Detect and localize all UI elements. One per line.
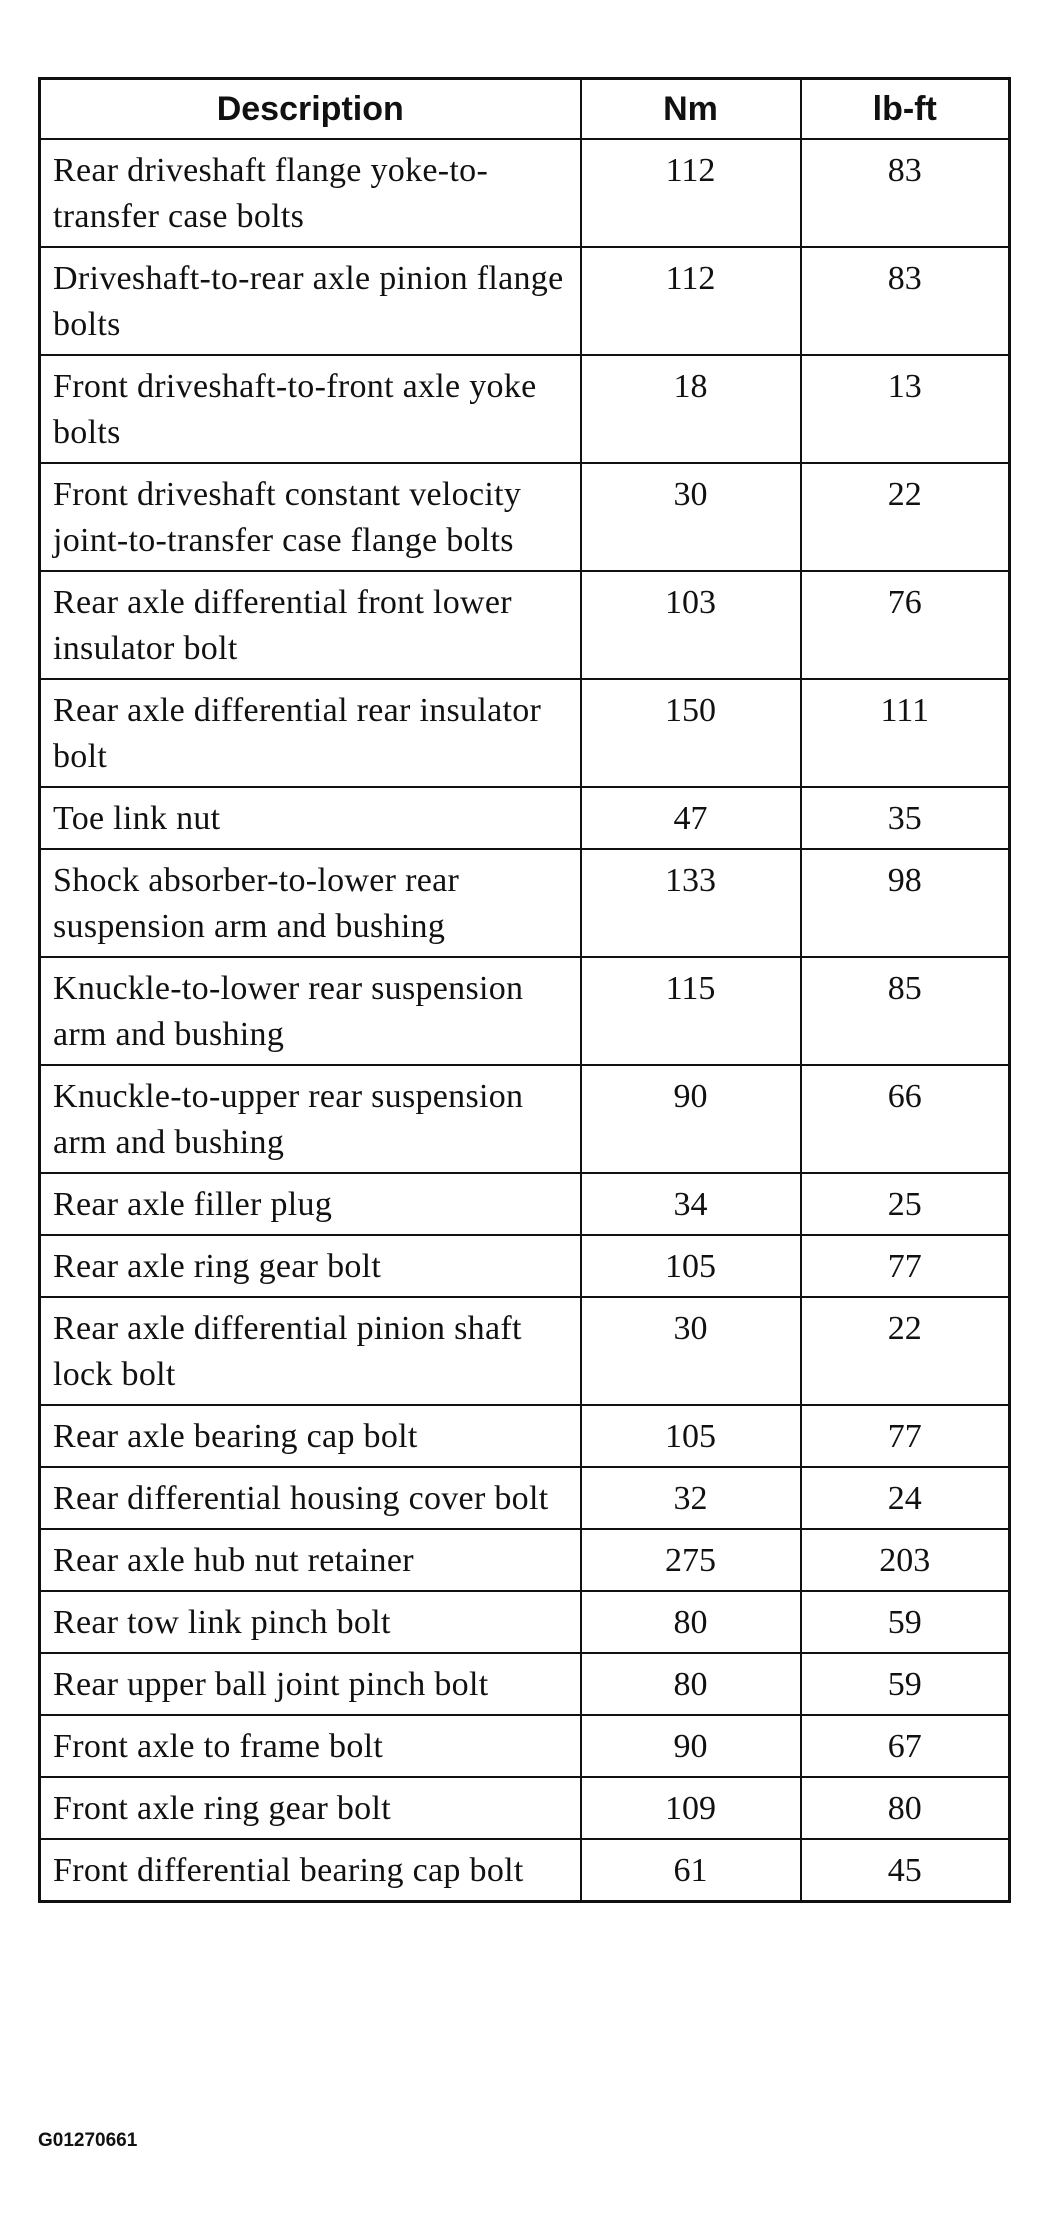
row-lbft-value: 76 — [801, 571, 1010, 679]
row-lbft-value: 59 — [801, 1591, 1010, 1653]
table-row — [40, 571, 1010, 679]
row-nm-value: 275 — [581, 1529, 801, 1591]
row-nm-value: 112 — [581, 247, 801, 355]
row-nm-value: 105 — [581, 1405, 801, 1467]
table-row — [40, 1839, 1010, 1902]
row-lbft-value: 13 — [801, 355, 1010, 463]
row-description: Knuckle-to-lower rear suspension arm and bushing — [40, 957, 581, 1065]
row-nm-value: 112 — [581, 139, 801, 247]
row-description: Rear driveshaft flange yoke-to-transfer case bolts — [40, 139, 581, 247]
row-nm-value: 133 — [581, 849, 801, 957]
row-nm-value: 150 — [581, 679, 801, 787]
row-description: Rear axle differential pinion shaft lock bolt — [40, 1297, 581, 1405]
row-description: Toe link nut — [40, 787, 581, 849]
row-lbft-value: 35 — [801, 787, 1010, 849]
row-nm-value: 80 — [581, 1591, 801, 1653]
table-row — [40, 1529, 1010, 1591]
figure-id: G01270661 — [38, 2130, 138, 2151]
row-lbft-value: 25 — [801, 1173, 1010, 1235]
table-row — [40, 679, 1010, 787]
row-description: Rear axle differential rear insulator bolt — [40, 679, 581, 787]
row-nm-value: 80 — [581, 1653, 801, 1715]
row-lbft-value: 59 — [801, 1653, 1010, 1715]
row-nm-value: 61 — [581, 1839, 801, 1902]
row-lbft-value: 24 — [801, 1467, 1010, 1529]
row-nm-value: 30 — [581, 1297, 801, 1405]
row-lbft-value: 80 — [801, 1777, 1010, 1839]
row-nm-value: 109 — [581, 1777, 801, 1839]
table-row — [40, 1297, 1010, 1405]
row-description: Front driveshaft constant velocity joint-to-transfer case flange bolts — [40, 463, 581, 571]
row-lbft-value: 98 — [801, 849, 1010, 957]
row-description: Front differential bearing cap bolt — [40, 1839, 581, 1902]
header-nm: Nm — [581, 79, 801, 140]
row-lbft-value: 85 — [801, 957, 1010, 1065]
table-row — [40, 1065, 1010, 1173]
row-description: Shock absorber-to-lower rear suspension arm and bushing — [40, 849, 581, 957]
header-lbft: lb-ft — [801, 79, 1010, 140]
table-row — [40, 139, 1010, 247]
row-lbft-value: 111 — [801, 679, 1010, 787]
table-row — [40, 1467, 1010, 1529]
row-description: Rear upper ball joint pinch bolt — [40, 1653, 581, 1715]
row-lbft-value: 22 — [801, 463, 1010, 571]
table-row — [40, 247, 1010, 355]
row-nm-value: 32 — [581, 1467, 801, 1529]
table-row — [40, 849, 1010, 957]
header-description: Description — [40, 79, 581, 140]
row-description: Rear axle differential front lower insulator bolt — [40, 571, 581, 679]
row-description: Rear axle bearing cap bolt — [40, 1405, 581, 1467]
row-nm-value: 30 — [581, 463, 801, 571]
table-row — [40, 1715, 1010, 1777]
table-row — [40, 1405, 1010, 1467]
row-description: Rear axle ring gear bolt — [40, 1235, 581, 1297]
row-lbft-value: 203 — [801, 1529, 1010, 1591]
row-nm-value: 115 — [581, 957, 801, 1065]
row-description: Driveshaft-to-rear axle pinion flange bolts — [40, 247, 581, 355]
table-row — [40, 1173, 1010, 1235]
row-nm-value: 105 — [581, 1235, 801, 1297]
row-description: Rear differential housing cover bolt — [40, 1467, 581, 1529]
row-lbft-value: 66 — [801, 1065, 1010, 1173]
row-description: Knuckle-to-upper rear suspension arm and bushing — [40, 1065, 581, 1173]
row-description: Front axle ring gear bolt — [40, 1777, 581, 1839]
torque-spec-table — [38, 77, 1011, 1903]
table-row — [40, 787, 1010, 849]
row-lbft-value: 45 — [801, 1839, 1010, 1902]
table-row — [40, 1591, 1010, 1653]
table-row — [40, 957, 1010, 1065]
table-row — [40, 1777, 1010, 1839]
row-nm-value: 34 — [581, 1173, 801, 1235]
table-row — [40, 1235, 1010, 1297]
row-lbft-value: 77 — [801, 1405, 1010, 1467]
table-header — [40, 79, 1010, 140]
row-nm-value: 18 — [581, 355, 801, 463]
row-lbft-value: 67 — [801, 1715, 1010, 1777]
row-nm-value: 90 — [581, 1715, 801, 1777]
row-description: Front axle to frame bolt — [40, 1715, 581, 1777]
table-body — [40, 139, 1010, 1902]
row-lbft-value: 77 — [801, 1235, 1010, 1297]
row-nm-value: 90 — [581, 1065, 801, 1173]
header-row — [40, 79, 1010, 140]
row-description: Rear tow link pinch bolt — [40, 1591, 581, 1653]
table-row — [40, 463, 1010, 571]
row-description: Rear axle hub nut retainer — [40, 1529, 581, 1591]
row-nm-value: 47 — [581, 787, 801, 849]
table-row — [40, 355, 1010, 463]
row-description: Front driveshaft-to-front axle yoke bolts — [40, 355, 581, 463]
row-lbft-value: 83 — [801, 247, 1010, 355]
row-lbft-value: 22 — [801, 1297, 1010, 1405]
row-nm-value: 103 — [581, 571, 801, 679]
row-description: Rear axle filler plug — [40, 1173, 581, 1235]
table-row — [40, 1653, 1010, 1715]
row-lbft-value: 83 — [801, 139, 1010, 247]
